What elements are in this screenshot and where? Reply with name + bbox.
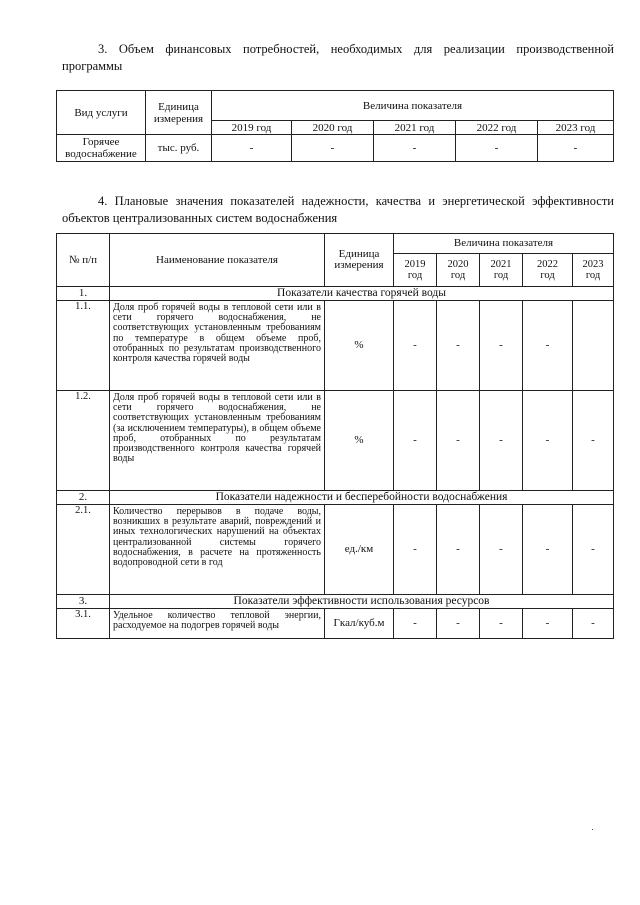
group-title: Показатели эффективности использования ресурсов (110, 595, 614, 609)
value-cell: - (394, 505, 437, 595)
year-header: 2019 год (394, 254, 437, 287)
group-title: Показатели качества горячей воды (110, 287, 614, 301)
value-cell: - (394, 609, 437, 639)
year-header: 2022 год (456, 121, 538, 135)
value-cell: - (394, 301, 437, 391)
indicator-name: Количество перерывов в подаче воды, возникших в результате аварий, повреждений и иных технологических нарушений на объектах централизованной системы горячего водоснабжения, в расчете на протяженность водопроводной сети в год (110, 505, 325, 595)
value-cell: - (523, 301, 573, 391)
year-header: 2021 год (374, 121, 456, 135)
value-cell: - (523, 505, 573, 595)
row-number: 2.1. (57, 505, 110, 595)
indicator-name: Доля проб горячей воды в тепловой сети или в сети горячего водоснабжения, не соответствующих установленным требованиям (за исключением температуры), в общем объеме проб, отобранных по результатам производственного контроля качества горячей воды (110, 391, 325, 491)
indicators-table (56, 233, 614, 639)
group-number: 2. (57, 491, 110, 505)
service-unit: тыс. руб. (146, 135, 212, 162)
value-cell: - (480, 609, 523, 639)
value-cell: - (374, 135, 456, 162)
col-header-service: Вид услуги (57, 91, 146, 135)
col-header-unit: Единица измерения (325, 234, 394, 287)
year-header: 2020 год (437, 254, 480, 287)
value-cell: - (480, 301, 523, 391)
col-header-value: Величина показателя (394, 234, 614, 254)
group-number: 1. (57, 287, 110, 301)
col-header-name: Наименование показателя (110, 234, 325, 287)
group-number: 3. (57, 595, 110, 609)
value-cell: - (573, 505, 614, 595)
indicator-name: Доля проб горячей воды в тепловой сети или в сети горячего водоснабжения, не соответствующих установленным требованиям по температуре в общем объеме проб, отобранных по результатам производственного контроля качества горячей воды (110, 301, 325, 391)
indicator-unit: Гкал/куб.м (325, 609, 394, 639)
value-cell: - (480, 391, 523, 491)
value-cell: - (523, 391, 573, 491)
row-number: 3.1. (57, 609, 110, 639)
service-name: Горячее водоснабжение (57, 135, 146, 162)
group-title: Показатели надежности и бесперебойности водоснабжения (110, 491, 614, 505)
year-header: 2019 год (212, 121, 292, 135)
value-cell: - (437, 301, 480, 391)
section-3-heading: 3. Объем финансовых потребностей, необходимых для реализации производственной программы (62, 42, 614, 73)
col-header-value: Величина показателя (212, 91, 614, 121)
value-cell: - (523, 609, 573, 639)
year-header: 2023 год (573, 254, 614, 287)
value-cell: - (394, 391, 437, 491)
col-header-num: № п/п (57, 234, 110, 287)
col-header-unit: Единица измерения (146, 91, 212, 135)
value-cell (573, 301, 614, 391)
financial-needs-table (56, 90, 614, 162)
row-number: 1.1. (57, 301, 110, 391)
value-cell: - (456, 135, 538, 162)
section-4-heading: 4. Плановые значения показателей надежности, качества и энергетической эффективности объектов централизованных систем водоснабжения (62, 194, 614, 225)
value-cell: - (437, 609, 480, 639)
year-header: 2021 год (480, 254, 523, 287)
indicator-name: Удельное количество тепловой энергии, расходуемое на подогрев горячей воды (110, 609, 325, 639)
value-cell: - (292, 135, 374, 162)
value-cell: - (573, 391, 614, 491)
value-cell: - (538, 135, 614, 162)
year-header: 2022 год (523, 254, 573, 287)
year-header: 2020 год (292, 121, 374, 135)
indicator-unit: % (325, 391, 394, 491)
indicator-unit: % (325, 301, 394, 391)
year-header: 2023 год (538, 121, 614, 135)
value-cell: - (437, 391, 480, 491)
value-cell: - (437, 505, 480, 595)
indicator-unit: ед./км (325, 505, 394, 595)
value-cell: - (480, 505, 523, 595)
value-cell: - (212, 135, 292, 162)
value-cell: - (573, 609, 614, 639)
row-number: 1.2. (57, 391, 110, 491)
scan-speck (592, 829, 593, 830)
